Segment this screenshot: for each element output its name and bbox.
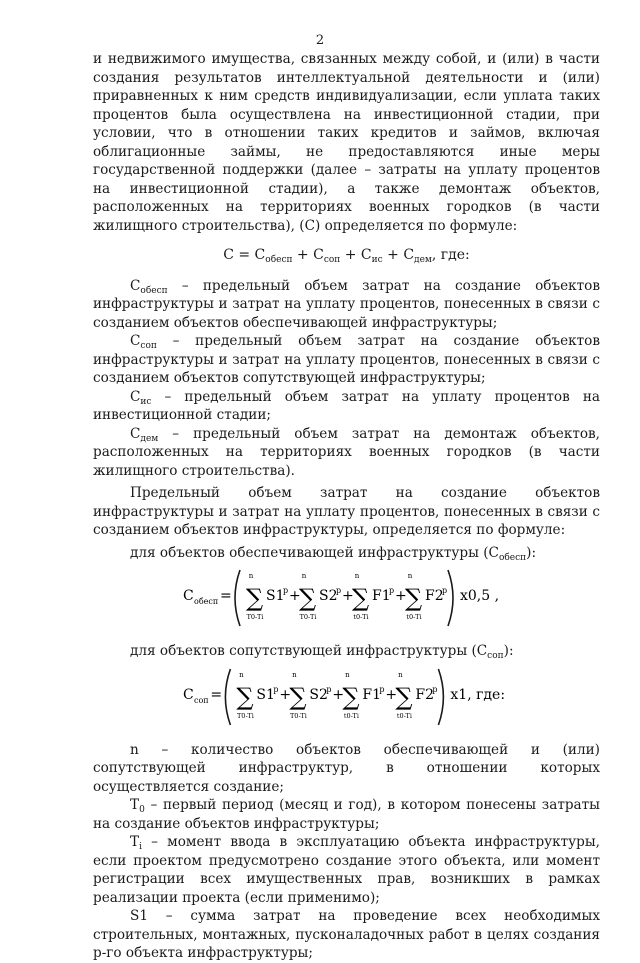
sum-sign: ∑ xyxy=(342,682,360,711)
sum-upper-limit: n xyxy=(345,670,350,679)
plus-sign: + xyxy=(332,686,345,703)
plus-sign: + xyxy=(342,588,354,604)
formula-obesp xyxy=(93,566,600,630)
var-def-ti: $T_i$ – момент ввода в эксплуатацию объекта инфраструктуры, если проектом предусмотрено создание этого объекта, или момент регистрации всех имущественных прав, возникших в рамках реализации проекта (если применимо); xyxy=(93,834,600,906)
term-superscript: p xyxy=(379,684,385,694)
page-number: 2 xyxy=(315,33,325,48)
sum-upper-limit: n xyxy=(239,670,244,679)
sum-sign: ∑ xyxy=(236,682,254,711)
formula-sop-svg xyxy=(93,665,600,729)
sum-lower-limit: T0-Ti xyxy=(236,711,254,720)
formula-lhs-sub: обесп xyxy=(194,597,219,606)
term-superscript: p xyxy=(442,586,448,595)
var-def-t0: $T_0$ – первый период (месяц и год), в котором понесены затраты на создание объектов инфраструктуры; xyxy=(93,797,600,832)
formula-equals: = xyxy=(220,588,232,604)
formula-term: S2 xyxy=(309,686,328,703)
formula-term: F1 xyxy=(372,588,391,604)
sum-sign: ∑ xyxy=(395,682,413,711)
formula-term: S1 xyxy=(266,588,285,604)
limit-paragraph: Предельный объем затрат на создание объектов инфраструктуры и затрат на уплату процентов, понесенных в связи с созданием объектов инфраструктуры, определяется по формуле: xyxy=(93,485,600,538)
sum-lower-limit: T0-Ti xyxy=(299,613,317,621)
obesp-intro: для объектов обеспечивающей инфраструктуры $(С_{обесп})$: xyxy=(130,544,537,563)
sum-lower-limit: T0-Ti xyxy=(289,711,307,720)
definition-c-dem: $С_{дем}$ – предельный объем затрат на демонтаж объектов, расположенных на территориях военных городков (в части жилищного строительства). xyxy=(93,425,600,479)
term-superscript: p xyxy=(283,586,289,595)
formula-equals: = xyxy=(210,686,223,703)
intro-paragraph: и недвижимого имущества, связанных между собой, и (или) в части создания результатов интеллектуальной деятельности и (или) приравненных к ним средств индивидуализации, если уплата таких процентов была осуществлена на инвестиционной стадии, при условии, что в отношении таких кредитов и займов, включая облигационные займы, не предоставляются иные меры государственной поддержки (далее – затраты на уплату процентов на инвестиционной стадии), а также демонтаж объектов, расположенных на территориях военных городков (в части жилищного строительства), (С) определяется по формуле: xyxy=(93,51,600,234)
sum-sign: ∑ xyxy=(246,584,264,612)
sum-upper-limit: n xyxy=(301,572,307,580)
sum-lower-limit: t0-Ti xyxy=(406,613,422,621)
term-superscript: p xyxy=(432,684,438,694)
formula-term: S1 xyxy=(256,686,275,703)
sum-sign: ∑ xyxy=(289,682,307,711)
right-paren xyxy=(448,570,453,626)
plus-sign: + xyxy=(279,686,292,703)
left-paren xyxy=(225,669,230,725)
sum-lower-limit: t0-Ti xyxy=(353,613,369,621)
formula-sop xyxy=(93,665,600,729)
sum-sign: ∑ xyxy=(405,584,423,612)
term-superscript: p xyxy=(273,684,279,694)
sum-lower-limit: T0-Ti xyxy=(246,613,264,621)
sop-intro: для объектов сопутствующей инфраструктуры $(С_{соп})$: xyxy=(130,643,514,661)
sum-upper-limit: n xyxy=(407,572,413,580)
sum-sign: ∑ xyxy=(352,584,370,612)
left-paren xyxy=(235,570,240,626)
sum-lower-limit: t0-Ti xyxy=(396,711,412,720)
term-superscript: p xyxy=(336,586,342,595)
formula-term: F2 xyxy=(425,588,444,604)
term-superscript: p xyxy=(389,586,395,595)
formula-tail: х1, где: xyxy=(450,686,506,703)
formula-lhs: С xyxy=(183,686,194,703)
right-paren xyxy=(438,669,443,725)
plus-sign: + xyxy=(385,686,398,703)
formula-lhs: С xyxy=(183,588,194,604)
main-formula: $С = С_{обесп} + С_{соп} + С_{ис} + С_{дем}$, где: xyxy=(223,247,470,265)
sum-sign: ∑ xyxy=(299,584,317,612)
plus-sign: + xyxy=(289,588,301,604)
plus-sign: + xyxy=(395,588,407,604)
sum-upper-limit: n xyxy=(248,572,254,580)
var-def-s1: S1 – сумма затрат на проведение всех необходимых строительных, монтажных, пусконаладочных работ в целях создания р-го объекта инфраструктуры; xyxy=(93,908,600,961)
formula-term: F1 xyxy=(362,686,382,703)
formula-tail: х0,5 , xyxy=(460,588,500,604)
formula-term: F2 xyxy=(415,686,435,703)
formula-term: S2 xyxy=(319,588,338,604)
document-body xyxy=(93,50,600,963)
formula-obesp-svg xyxy=(93,566,600,630)
sum-upper-limit: n xyxy=(292,670,297,679)
sum-upper-limit: n xyxy=(398,670,403,679)
sum-lower-limit: t0-Ti xyxy=(343,711,359,720)
var-def-n: n – количество объектов обеспечивающей и (или) сопутствующей инфраструктур, в отношении которых осуществляется создание; xyxy=(93,741,600,795)
definition-c-is: $С_{ис}$ – предельный объем затрат на уплату процентов на инвестиционной стадии; xyxy=(93,388,600,423)
term-superscript: p xyxy=(326,684,332,694)
sum-upper-limit: n xyxy=(354,572,360,580)
definition-c-sop: $С_{соп}$ – предельный объем затрат на создание объектов инфраструктуры и затрат на уплату процентов, понесенных в связи с созданием объектов сопутствующей инфраструктуры; xyxy=(93,333,600,386)
definition-c-obesp: $С_{обесп}$ – предельный объем затрат на создание объектов инфраструктуры и затрат на уплату процентов, понесенных в связи с созданием объектов обеспечивающей инфраструктуры; xyxy=(93,277,600,331)
formula-lhs-sub: соп xyxy=(194,695,209,705)
